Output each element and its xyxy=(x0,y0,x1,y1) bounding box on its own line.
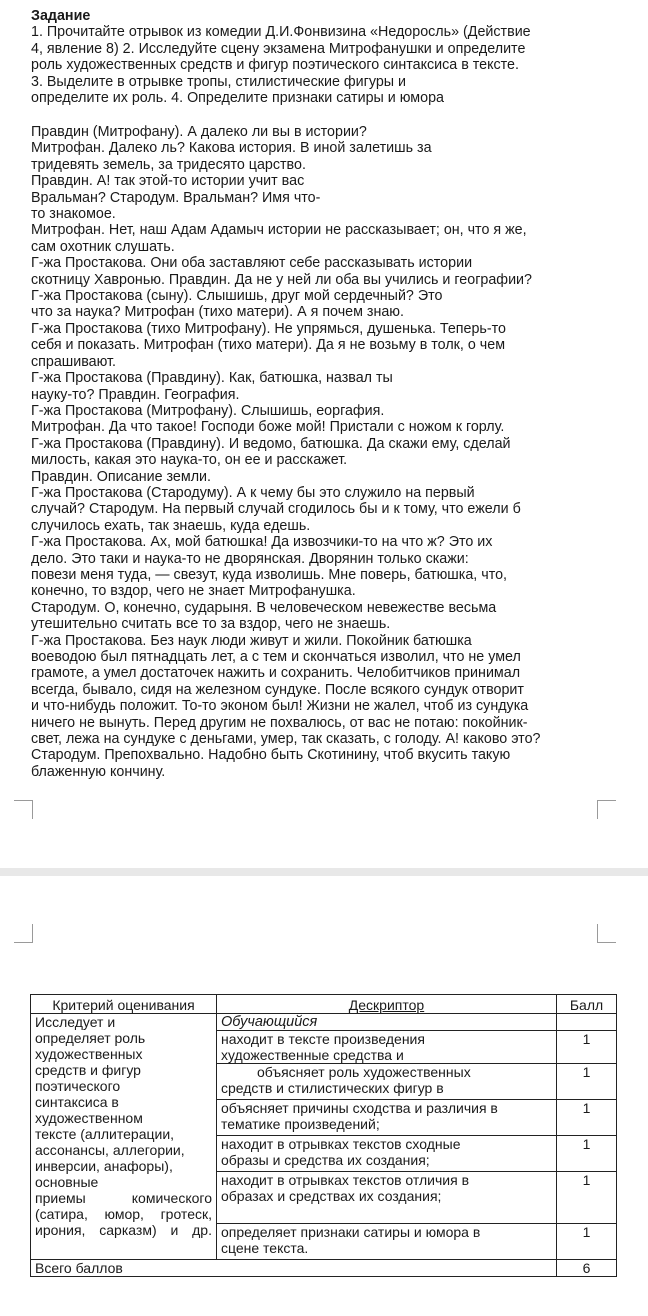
score-cell: 1 xyxy=(557,1172,617,1224)
excerpt-line: то знакомое. xyxy=(31,206,116,223)
task-line: 3. Выделите в отрывке тропы, стилистические фигуры и xyxy=(31,73,407,90)
criterion-word: ирония, xyxy=(35,1222,86,1238)
excerpt-line: Митрофан. Да что такое! Господи боже мой! Пристали с ножом к горлу. xyxy=(31,419,505,436)
assessment-rubric-table xyxy=(30,994,617,1277)
excerpt-line: Правдин. Описание земли. xyxy=(31,468,212,485)
criterion-line xyxy=(35,1190,212,1206)
descriptor-line: определяет признаки сатиры и юмора в xyxy=(221,1224,481,1240)
excerpt-line: дело. Это таки и наука-то не дворянская. Дворянин только скажи: xyxy=(31,550,469,567)
task-line: 4, явление 8) 2. Исследуйте сцену экзамена Митрофанушки и определите xyxy=(31,40,526,57)
criterion-line: тексте (аллитерации, xyxy=(35,1126,175,1142)
excerpt-line: Г-жа Простакова (тихо Митрофану). Не упрямься, душенька. Теперь-то xyxy=(31,320,506,337)
criterion-line: инверсии, анафоры), xyxy=(35,1158,173,1174)
criterion-word: др. xyxy=(192,1222,212,1238)
total-label: Всего баллов xyxy=(31,1260,557,1277)
excerpt-line: и что-нибудь положит. То-то эконом был! Жизни не жалел, чтоб из сундука xyxy=(31,698,529,715)
descriptor-line: художественные средства и xyxy=(221,1047,404,1063)
excerpt-line: Митрофан. Нет, наш Адам Адамыч истории не рассказывает; он, что я же, xyxy=(31,222,527,239)
excerpt-line: Г-жа Простакова (Правдину). Как, батюшка, назвал ты xyxy=(31,370,393,387)
criterion-word: (сатира, xyxy=(35,1206,88,1222)
excerpt-line: Г-жа Простакова. Без наук люди живут и жили. Покойник батюшка xyxy=(31,632,472,649)
criterion-line xyxy=(35,1222,212,1238)
descriptor-cell xyxy=(217,1224,557,1260)
criterion-line: Исследует и xyxy=(35,1014,116,1030)
score-cell: 1 xyxy=(557,1136,617,1172)
score-cell: 1 xyxy=(557,1064,617,1100)
excerpt-line: Митрофан. Далеко ль? Какова история. В иной залетишь за xyxy=(31,140,432,157)
score-cell: 1 xyxy=(557,1031,617,1064)
excerpt-line: Правдин. А! так этой-то истории учит вас xyxy=(31,173,305,190)
excerpt-line: случилось ехать, так знаешь, куда едешь. xyxy=(31,517,311,534)
criterion-line: определяет роль xyxy=(35,1030,146,1046)
descriptor-cell xyxy=(217,1064,557,1100)
descriptor-line: находит в отрывках текстов сходные xyxy=(221,1136,461,1152)
descriptor-line: тематике произведений; xyxy=(221,1116,380,1132)
excerpt-line: тридевять земель, за тридесято царство. xyxy=(31,156,306,173)
total-row xyxy=(31,1260,617,1277)
excerpt-line: Правдин (Митрофану). А далеко ли вы в истории? xyxy=(31,124,367,140)
descriptor-line: объясняет роль художественных xyxy=(257,1064,471,1080)
learner-label: Обучающийся xyxy=(217,1014,557,1031)
descriptor-line: находит в тексте произведения xyxy=(221,1031,425,1047)
excerpt-line: ничего не вынуть. Перед другим не похвалюсь, от вас не потаю: покойник- xyxy=(31,714,528,731)
criterion-cell xyxy=(31,1014,217,1260)
page-corner-mark xyxy=(14,800,33,819)
excerpt-line: грамоте, а умел достаточек нажить и сохранить. Челобитчиков принимал xyxy=(31,665,521,682)
excerpt-line: науку-то? Правдин. География. xyxy=(31,386,240,403)
excerpt-line: Стародум. О, конечно, сударыня. В человеческом невежестве весьма xyxy=(31,599,497,616)
excerpt-line: свет, лежа на сундуке с деньгами, умер, так сказать, с голоду. А! каково это? xyxy=(31,731,541,748)
descriptor-cell xyxy=(217,1136,557,1172)
task-line: роль художественных средств и фигур поэтического синтаксиса в тексте. xyxy=(31,57,519,74)
excerpt-line: Г-жа Простакова. Они оба заставляют себе рассказывать истории xyxy=(31,255,473,272)
criterion-word: и xyxy=(170,1222,179,1238)
table-header-row xyxy=(31,995,617,1014)
criterion-line: основные xyxy=(35,1174,99,1190)
page-break xyxy=(0,868,648,876)
task-line: определите их роль. 4. Определите признаки сатиры и юмора xyxy=(31,90,444,107)
task-heading: Задание xyxy=(31,8,91,24)
excerpt-line: скотницу Хавронью. Правдин. Да не у ней ли оба вы учились и географии? xyxy=(31,271,532,288)
criterion-line: поэтического xyxy=(35,1078,121,1094)
excerpt-line: утешительно считать все то за вздор, чего не знаешь. xyxy=(31,616,391,633)
criterion-line: ассонансы, аллегории, xyxy=(35,1142,185,1158)
criterion-word: юмор, xyxy=(104,1206,144,1222)
descriptor-line: сцене текста. xyxy=(221,1240,309,1256)
excerpt-line: повези меня туда, — свезут, куда изволишь. Мне поверь, батюшка, что, xyxy=(31,566,507,583)
page-corner-mark xyxy=(14,924,33,943)
excerpt-line: Вральман? Стародум. Вральман? Имя что- xyxy=(31,189,321,206)
criterion-line: художественных xyxy=(35,1046,143,1062)
task-line: 1. Прочитайте отрывок из комедии Д.И.Фонвизина «Недоросль» (Действие xyxy=(31,24,531,41)
descriptor-cell xyxy=(217,1100,557,1136)
empty-score-cell xyxy=(557,1014,617,1031)
excerpt-line: себя и показать. Митрофан (тихо матери). Да я не возьму в толк, о чем xyxy=(31,337,506,354)
task-block xyxy=(31,8,631,106)
descriptor-cell xyxy=(217,1172,557,1224)
excerpt-line: Стародум. Препохвально. Надобно быть Скотинину, чтоб вкусить такую xyxy=(31,747,511,764)
criterion-line: художественном xyxy=(35,1110,143,1126)
score-cell: 1 xyxy=(557,1100,617,1136)
criterion-word: приемы xyxy=(35,1190,86,1206)
excerpt-line: Г-жа Простакова (Правдину). И ведомо, батюшка. Да скажи ему, сделай xyxy=(31,435,511,452)
excerpt-line: что за наука? Митрофан (тихо матери). А я почем знаю. xyxy=(31,304,404,321)
excerpt-line: Г-жа Простакова (Стародуму). А к чему бы это служило на первый xyxy=(31,484,475,501)
descriptor-header xyxy=(217,995,557,1014)
descriptor-line: находит в отрывках текстов отличия в xyxy=(221,1172,470,1188)
descriptor-line: средств и стилистических фигур в xyxy=(221,1080,444,1096)
excerpt-line: Г-жа Простакова (сыну). Слышишь, друг мой сердечный? Это xyxy=(31,288,443,305)
excerpt-line: всегда, бывало, сидя на железном сундуке. После всякого сундук отворит xyxy=(31,681,524,698)
excerpt-line: блаженную кончину. xyxy=(31,763,166,780)
descriptor-line: объясняет причины сходства и различия в xyxy=(221,1100,498,1116)
excerpt-line: сам охотник слушать. xyxy=(31,238,175,255)
page-corner-mark xyxy=(597,800,616,819)
descriptor-header-label: Дескриптор xyxy=(348,997,425,1013)
criterion-header: Критерий оценивания xyxy=(31,995,217,1014)
page-corner-mark xyxy=(597,924,616,943)
descriptor-cell xyxy=(217,1031,557,1064)
criterion-line xyxy=(35,1206,212,1222)
excerpt-line: Г-жа Простакова. Ах, мой батюшка! Да извозчики-то на что ж? Это их xyxy=(31,534,493,551)
excerpt-line: воеводою был пятнадцать лет, а с тем и скончаться изволил, что не умел xyxy=(31,649,521,665)
excerpt-line: милость, какая это наука-то, он ее и расскажет. xyxy=(31,452,348,469)
excerpt-line: спрашивают. xyxy=(31,353,116,370)
excerpt-line: Г-жа Простакова (Митрофану). Слышишь, еоргафия. xyxy=(31,402,385,419)
criterion-word: гротеск, xyxy=(160,1206,212,1222)
criterion-word: комического xyxy=(131,1190,212,1206)
learner-subheader-row xyxy=(31,1014,617,1031)
criterion-line: синтаксиса в xyxy=(35,1094,119,1110)
play-excerpt xyxy=(31,124,631,780)
rubric-body xyxy=(31,1014,617,1277)
descriptor-line: образах и средствах их создания; xyxy=(221,1188,442,1204)
total-score: 6 xyxy=(557,1260,617,1277)
criterion-line: средств и фигур xyxy=(35,1062,141,1078)
score-header: Балл xyxy=(557,995,617,1014)
descriptor-line: образы и средства их создания; xyxy=(221,1152,430,1168)
criterion-word: сарказм) xyxy=(99,1222,157,1238)
score-cell: 1 xyxy=(557,1224,617,1260)
excerpt-line: случай? Стародум. На первый случай сгодилось бы и к тому, что ежели б xyxy=(31,501,521,518)
excerpt-line: конечно, то вздор, чего не знает Митрофанушка. xyxy=(31,583,356,600)
